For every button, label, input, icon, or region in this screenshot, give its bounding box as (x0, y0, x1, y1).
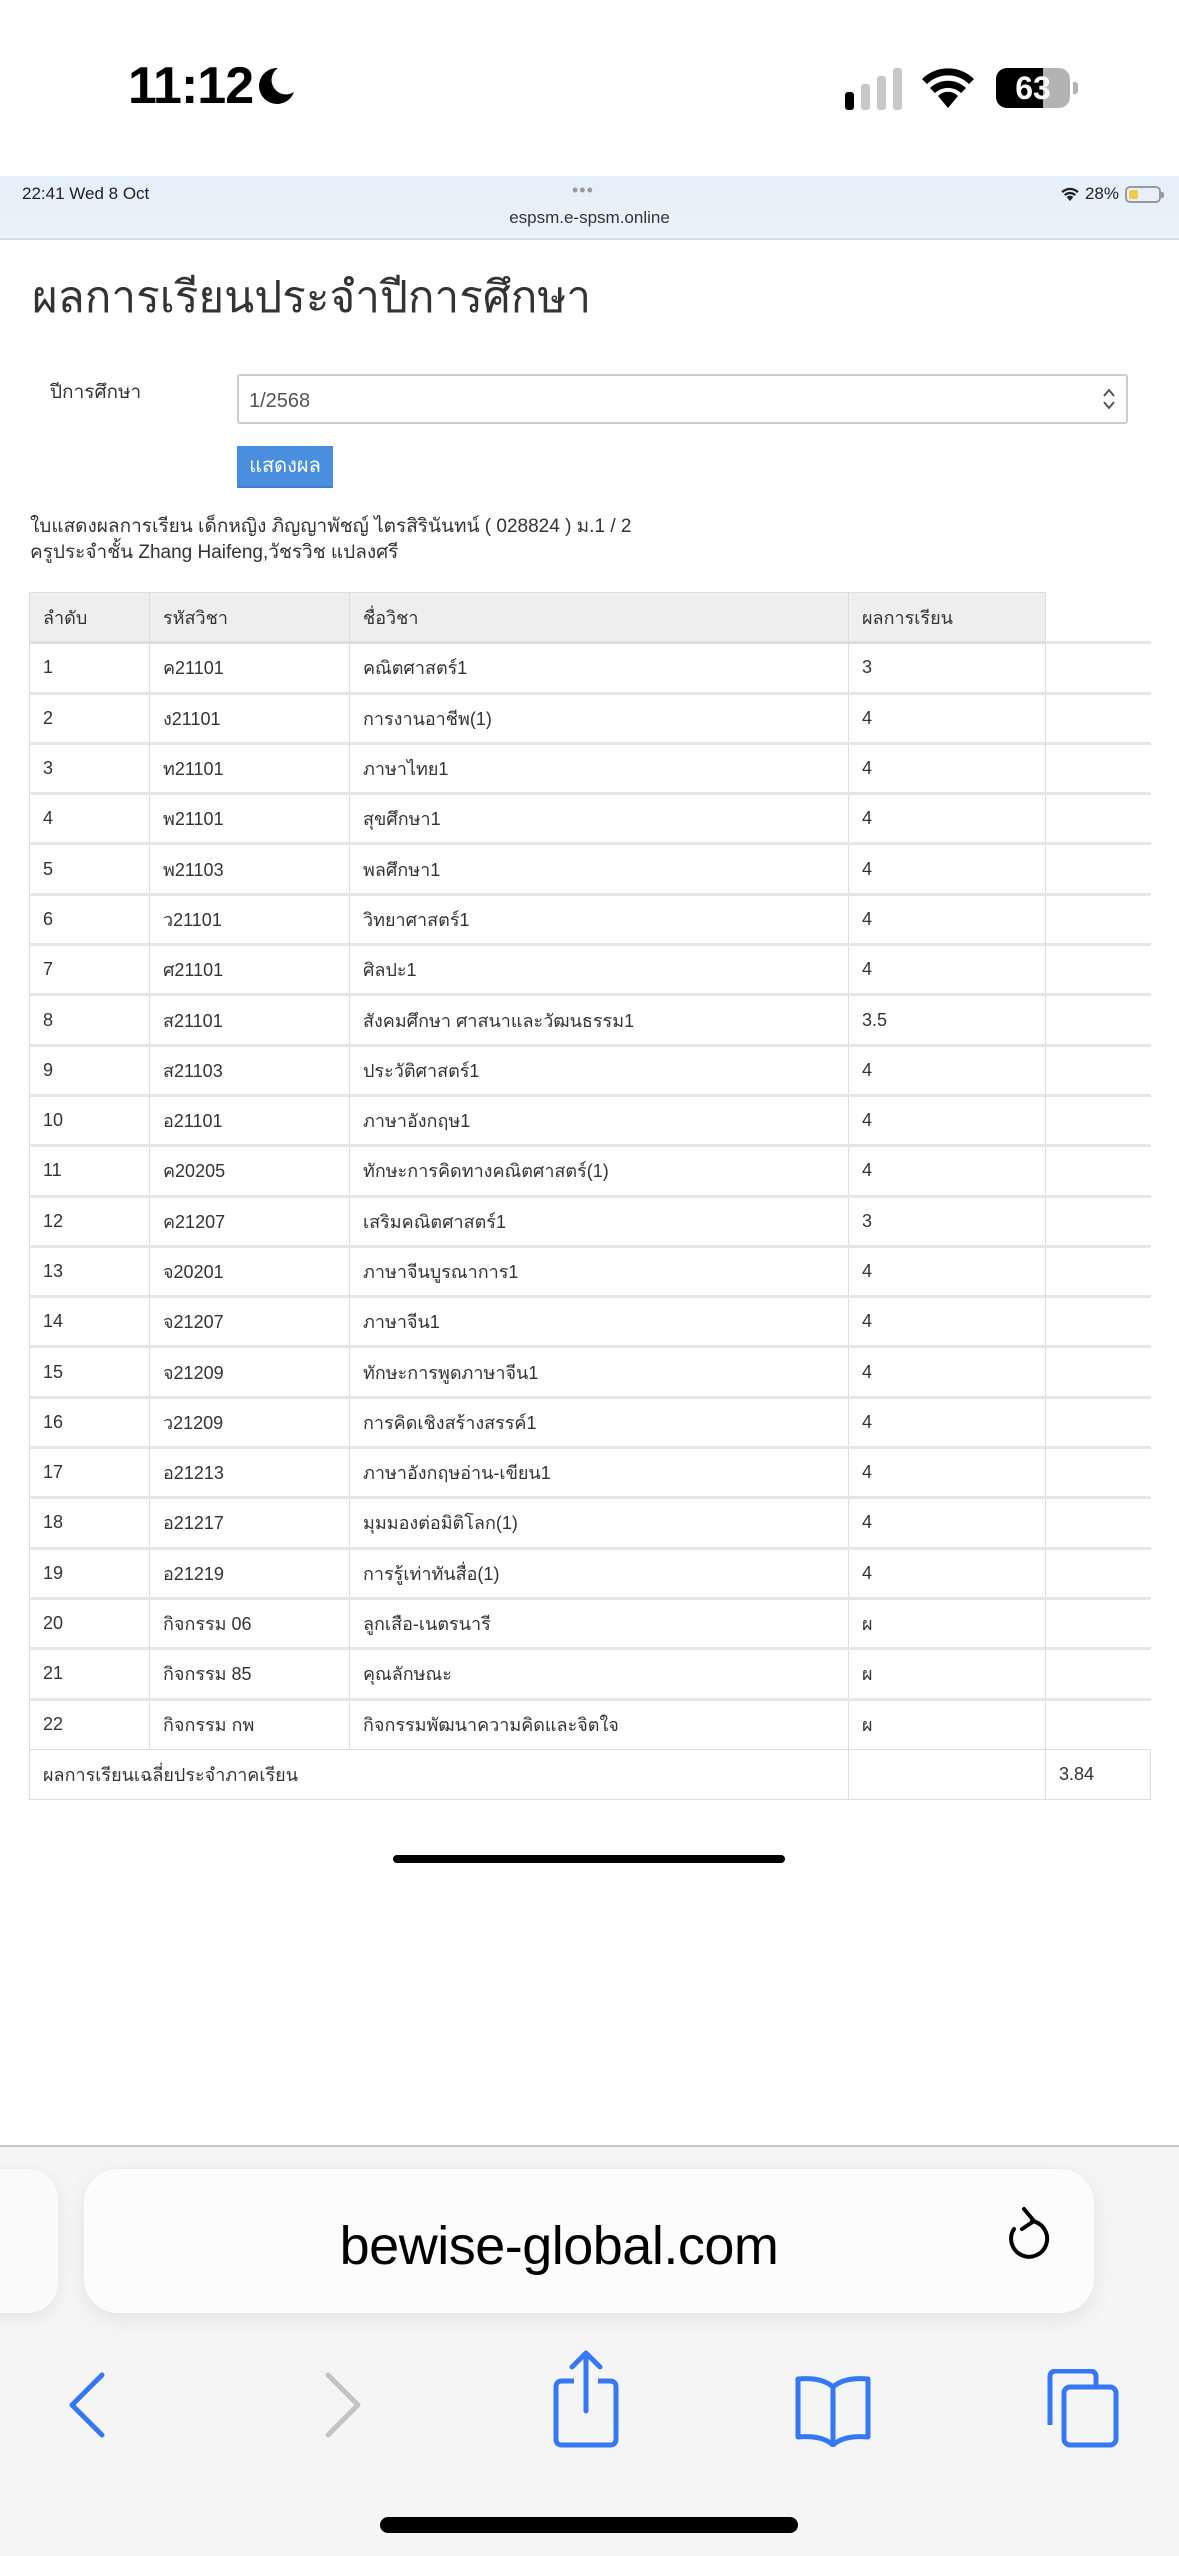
table-row (30, 995, 1151, 1045)
table-row (30, 1397, 1151, 1447)
ipad-battery-percent: 28% (1084, 184, 1119, 203)
grade-cell: 4 (849, 1448, 1046, 1498)
order-cell: 9 (30, 1045, 150, 1095)
ipad-home-indicator (393, 1855, 785, 1863)
subject-name-cell: พลศึกษา1 (350, 844, 849, 894)
subject-code-cell: พ21103 (150, 844, 350, 894)
academic-year-value: 1/2568 (249, 390, 311, 412)
subject-code-cell: อ21101 (150, 1095, 350, 1145)
table-row (30, 1146, 1151, 1196)
table-row (30, 1649, 1151, 1699)
order-cell: 11 (30, 1146, 150, 1196)
subject-name-cell: การรู้เท่าทันสื่อ(1) (350, 1548, 849, 1598)
subject-code-cell: กิจกรรม 06 (150, 1598, 350, 1648)
order-cell: 13 (30, 1246, 150, 1296)
subject-name-cell: ภาษาอังกฤษอ่าน-เขียน1 (350, 1448, 849, 1498)
grades-table (29, 592, 1151, 1800)
grade-cell: 4 (849, 945, 1046, 995)
phone-clock: 11:12 (128, 57, 254, 115)
more-dots-icon[interactable]: ••• (572, 180, 594, 200)
table-row (30, 1347, 1151, 1397)
grade-cell: 4 (849, 743, 1046, 793)
header-order: ลำดับ (30, 593, 150, 643)
order-cell: 14 (30, 1297, 150, 1347)
grade-cell: 3 (849, 1196, 1046, 1246)
grade-cell: 4 (849, 1297, 1046, 1347)
grade-cell: 3.5 (849, 995, 1046, 1045)
tabs-icon[interactable] (1042, 2369, 1122, 2449)
header-grade: ผลการเรียน (849, 593, 1046, 643)
order-cell: 17 (30, 1448, 150, 1498)
wifi-icon (922, 66, 974, 108)
subject-code-cell: ว21209 (150, 1397, 350, 1447)
table-row (30, 1095, 1151, 1145)
subject-name-cell: เสริมคณิตศาสตร์1 (350, 1196, 849, 1246)
grade-cell: ผ (849, 1598, 1046, 1648)
subject-code-cell: จ21209 (150, 1347, 350, 1397)
subject-code-cell: อ21217 (150, 1498, 350, 1548)
order-cell: 21 (30, 1649, 150, 1699)
bookmarks-icon[interactable] (792, 2375, 874, 2447)
order-cell: 20 (30, 1598, 150, 1648)
address-text[interactable]: bewise-global.com (339, 2216, 779, 2276)
order-cell: 15 (30, 1347, 150, 1397)
share-icon[interactable] (552, 2349, 620, 2449)
order-cell: 4 (30, 794, 150, 844)
table-row (30, 1498, 1151, 1548)
table-row (30, 1246, 1151, 1296)
header-subject-name: ชื่อวิชา (350, 593, 849, 643)
subject-name-cell: ทักษะการพูดภาษาจีน1 (350, 1347, 849, 1397)
subject-code-cell: ง21101 (150, 693, 350, 743)
subject-code-cell: อ21213 (150, 1448, 350, 1498)
subject-name-cell: การคิดเชิงสร้างสรรค์1 (350, 1397, 849, 1447)
grade-cell: 4 (849, 1397, 1046, 1447)
table-row (30, 1448, 1151, 1498)
table-row (30, 945, 1151, 995)
subject-name-cell: การงานอาชีพ(1) (350, 693, 849, 743)
table-row (30, 1196, 1151, 1246)
home-indicator (380, 2517, 798, 2533)
subject-name-cell: ภาษาจีน1 (350, 1297, 849, 1347)
order-cell: 16 (30, 1397, 150, 1447)
browser-header (0, 176, 1179, 240)
order-cell: 12 (30, 1196, 150, 1246)
subject-name-cell: ประวัติศาสตร์1 (350, 1045, 849, 1095)
subject-name-cell: วิทยาศาสตร์1 (350, 894, 849, 944)
subject-code-cell: ค20205 (150, 1146, 350, 1196)
grade-cell: 4 (849, 1498, 1046, 1548)
show-results-button[interactable]: แสดงผล (237, 446, 333, 488)
grade-cell: 4 (849, 794, 1046, 844)
order-cell: 10 (30, 1095, 150, 1145)
safari-bottom-bar (0, 2145, 1179, 2556)
order-cell: 8 (30, 995, 150, 1045)
table-row (30, 1699, 1151, 1749)
wifi-icon (1061, 187, 1079, 201)
order-cell: 7 (30, 945, 150, 995)
table-header-row (30, 593, 1151, 643)
order-cell: 22 (30, 1699, 150, 1749)
moon-icon (256, 66, 296, 106)
table-row (30, 894, 1151, 944)
subject-code-cell: ส21103 (150, 1045, 350, 1095)
subject-code-cell: ส21101 (150, 995, 350, 1045)
table-row (30, 1297, 1151, 1347)
forward-icon[interactable] (318, 2369, 368, 2441)
select-chevron-icon (1102, 386, 1116, 412)
order-cell: 5 (30, 844, 150, 894)
header-subject-code: รหัสวิชา (150, 593, 350, 643)
average-value: 3.84 (1046, 1749, 1151, 1799)
grade-cell: 4 (849, 844, 1046, 894)
grade-cell: 4 (849, 1095, 1046, 1145)
year-label: ปีการศึกษา (50, 382, 142, 403)
battery-icon (1125, 186, 1161, 203)
subject-code-cell: พ21101 (150, 794, 350, 844)
order-cell: 6 (30, 894, 150, 944)
phone-status-bar (0, 0, 1179, 175)
grade-cell: ผ (849, 1699, 1046, 1749)
grade-cell: 4 (849, 1246, 1046, 1296)
subject-code-cell: กิจกรรม กพ (150, 1699, 350, 1749)
ipad-clock: 22:41 Wed 8 Oct (22, 184, 150, 203)
subject-name-cell: ศิลปะ1 (350, 945, 849, 995)
subject-name-cell: กิจกรรมพัฒนาความคิดและจิตใจ (350, 1699, 849, 1749)
grade-cell: 4 (849, 1548, 1046, 1598)
subject-code-cell: ว21101 (150, 894, 350, 944)
table-row (30, 643, 1151, 693)
previous-tab-preview[interactable] (0, 2169, 58, 2313)
subject-name-cell: ลูกเสือ-เนตรนารี (350, 1598, 849, 1648)
order-cell: 1 (30, 643, 150, 693)
page-title: ผลการเรียนประจำปีการศึกษา (32, 273, 592, 322)
subject-name-cell: คุณลักษณะ (350, 1649, 849, 1699)
subject-code-cell: กิจกรรม 85 (150, 1649, 350, 1699)
table-row (30, 693, 1151, 743)
reload-icon[interactable] (1000, 2207, 1054, 2271)
address-bar[interactable] (84, 2169, 1094, 2313)
grade-cell: 4 (849, 1045, 1046, 1095)
browser-url[interactable]: espsm.e-spsm.online (509, 208, 670, 227)
academic-year-select[interactable] (237, 374, 1128, 424)
subject-code-cell: ค21207 (150, 1196, 350, 1246)
order-cell: 18 (30, 1498, 150, 1548)
average-label: ผลการเรียนเฉลี่ยประจำภาคเรียน (30, 1749, 849, 1799)
table-row (30, 1045, 1151, 1095)
order-cell: 19 (30, 1548, 150, 1598)
grade-cell: 4 (849, 693, 1046, 743)
average-row (30, 1749, 1151, 1799)
battery-indicator (996, 68, 1078, 108)
transcript-student-info: ใบแสดงผลการเรียน เด็กหญิง ภิญญาพัชญ์ ไตรสิรินันทน์ ( 028824 ) ม.1 / 2 (30, 516, 632, 537)
battery-percent: 63 (1015, 70, 1051, 106)
table-row (30, 1548, 1151, 1598)
homeroom-teacher-info: ครูประจำชั้น Zhang Haifeng,วัชรวิช แปลงศรี (30, 542, 399, 563)
subject-code-cell: จ20201 (150, 1246, 350, 1296)
subject-name-cell: มุมมองต่อมิติโลก(1) (350, 1498, 849, 1548)
subject-name-cell: คณิตศาสตร์1 (350, 643, 849, 693)
subject-name-cell: สังคมศึกษา ศาสนาและวัฒนธรรม1 (350, 995, 849, 1045)
subject-name-cell: ภาษาอังกฤษ1 (350, 1095, 849, 1145)
table-row (30, 844, 1151, 894)
subject-name-cell: ภาษาไทย1 (350, 743, 849, 793)
subject-code-cell: ค21101 (150, 643, 350, 693)
grade-cell: 4 (849, 1146, 1046, 1196)
average-empty-cell (849, 1749, 1046, 1799)
subject-code-cell: อ21219 (150, 1548, 350, 1598)
grade-cell: 4 (849, 894, 1046, 944)
table-row (30, 743, 1151, 793)
cellular-signal-icon (845, 68, 905, 110)
order-cell: 3 (30, 743, 150, 793)
grade-cell: 3 (849, 643, 1046, 693)
table-row (30, 794, 1151, 844)
order-cell: 2 (30, 693, 150, 743)
subject-code-cell: ท21101 (150, 743, 350, 793)
subject-name-cell: ทักษะการคิดทางคณิตศาสตร์(1) (350, 1146, 849, 1196)
grade-cell: ผ (849, 1649, 1046, 1699)
back-icon[interactable] (62, 2369, 112, 2441)
subject-code-cell: ศ21101 (150, 945, 350, 995)
grade-cell: 4 (849, 1347, 1046, 1397)
subject-code-cell: จ21207 (150, 1297, 350, 1347)
subject-name-cell: สุขศึกษา1 (350, 794, 849, 844)
ipad-status-right (1061, 184, 1161, 204)
subject-name-cell: ภาษาจีนบูรณาการ1 (350, 1246, 849, 1296)
table-row (30, 1598, 1151, 1648)
